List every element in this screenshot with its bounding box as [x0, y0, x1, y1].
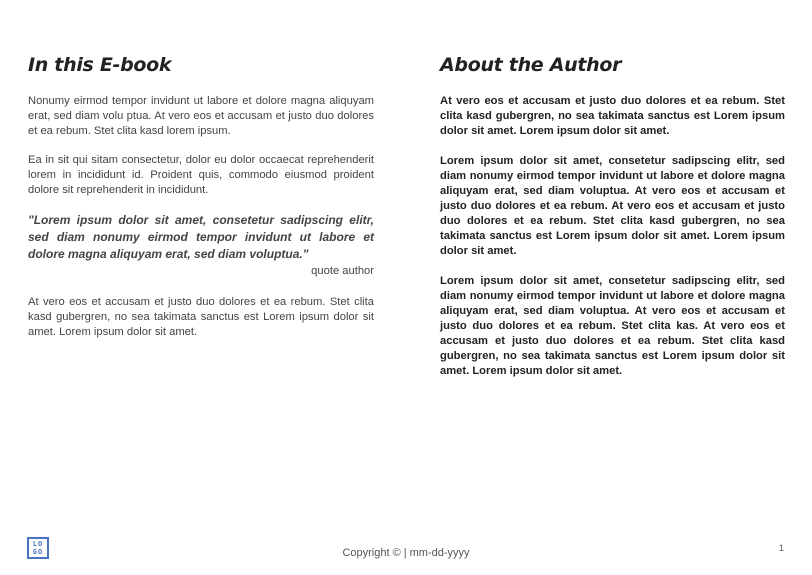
intro-paragraph-2: Ea in sit qui sitam consectetur, dolor eu dolor occaecat reprehenderit lorem in incididunt id. Proident quis, commodo eiusmod proident dolore sit reprehenderit in incididunt. [28, 154, 374, 196]
quote-author: quote author [311, 265, 374, 277]
logo-line-1: LO [32, 540, 44, 548]
section-title-author: About the Author [440, 54, 622, 76]
copyright-text: Copyright © | mm-dd-yyyy [342, 547, 470, 559]
author-paragraph-2: Lorem ipsum dolor sit amet, consetetur sadipscing elitr, sed diam nonumy eirmod tempor invidunt ut labore et dolore magna aliquyam erat, sed diam voluptua. At vero eos et accusam et justo duo dolores et ea rebum. At vero eos et accusam et justo duo dolores et ea rebum. Stet clita kasd gubergren, no sea takimata sanctus est Lorem ipsum dolor sit amet. Lorem ipsum dolor sit amet. [440, 155, 785, 257]
section-title-ebook: In this E-book [28, 54, 172, 76]
intro-paragraph-1: Nonumy eirmod tempor invidunt ut labore et dolore magna aliquyam erat, sed diam volu ptua. At vero eos et accusam et justo duo dolores et ea rebum. Stet clita kasd lorem ipsum. [28, 95, 374, 137]
author-paragraph-1: At vero eos et accusam et justo duo dolores et ea rebum. Stet clita kasd gubergren, no sea takimata sanctus est Lorem ipsum dolor sit amet. Lorem ipsum dolor sit amet. [440, 95, 785, 137]
left-column [28, 54, 374, 354]
page-number: 1 [778, 543, 784, 553]
logo-line-2: GO [32, 548, 44, 556]
right-column [440, 54, 785, 394]
author-paragraph-3: Lorem ipsum dolor sit amet, consetetur sadipscing elitr, sed diam nonumy eirmod tempor invidunt ut labore et dolore magna aliquyam erat, sed diam voluptua. At vero eos et accusam et justo duo dolores et ea rebum. Stet clita kas. At vero eos et accusam et justo duo dolores et ea rebum. Stet clita kasd gubergren, no sea takimata sanctus est Lorem ipsum dolor sit amet. Lorem ipsum dolor sit amet. [440, 275, 785, 377]
closing-paragraph: At vero eos et accusam et justo duo dolores et ea rebum. Stet clita kasd gubergren, no sea takimata sanctus est Lorem ipsum dolor sit amet. Lorem ipsum dolor sit amet. [28, 296, 374, 338]
pull-quote: "Lorem ipsum dolor sit amet, consetetur sadipscing elitr, sed diam nonumy eirmod tempor invidunt ut labore et dolore magna aliquyam erat, sed diam voluptua." [28, 213, 374, 261]
